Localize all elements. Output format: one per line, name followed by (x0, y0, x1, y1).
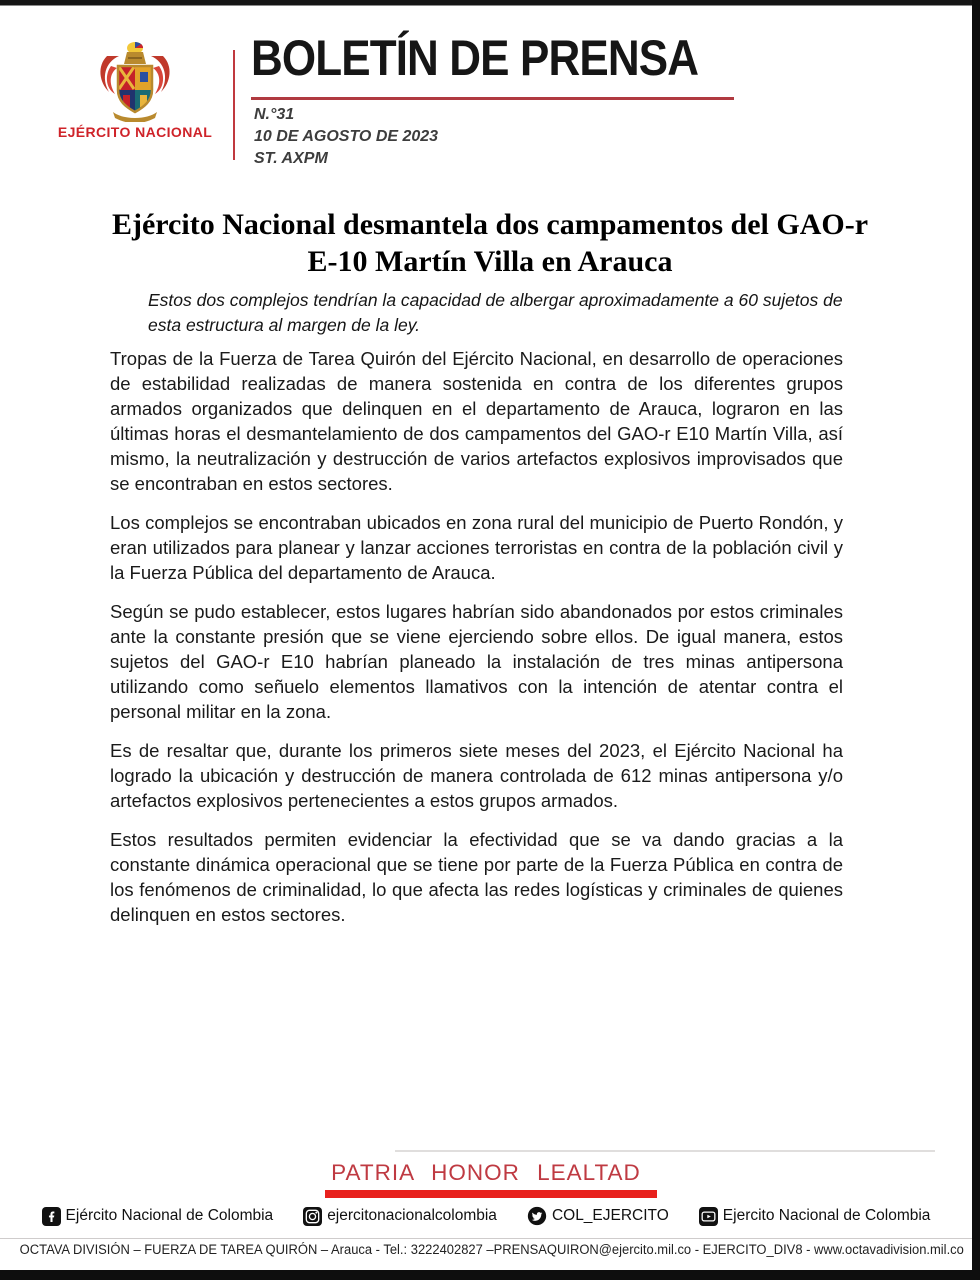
youtube-icon (699, 1207, 718, 1226)
footer-faint-rule (395, 1150, 935, 1152)
ejercito-crest-icon (89, 40, 181, 122)
masthead-underline (251, 97, 734, 100)
contact-line: OCTAVA DIVISIÓN – FUERZA DE TAREA QUIRÓN – Arauca - Tel.: 3222402827 –PRENSAQUIRON@ejercito.mil.co - EJERCITO_DIV8 - www.octavadivision.mil.co (19, 1242, 964, 1257)
article-body (110, 346, 843, 941)
social-item-facebook (42, 1207, 274, 1226)
social-label: Ejercito Nacional de Colombia (722, 1207, 931, 1224)
motto-red-bar (325, 1190, 657, 1198)
article-paragraph: Según se pudo establecer, estos lugares habrían sido abandonados por estos criminales ante la constante presión que se viene ejerciendo sobre ellos. De igual manera, estos sujetos del GAO-r E10 habrían planeado la instalación de tres minas antipersona utilizando como señuelo elementos llamativos con la intención de atentar contra el personal militar en la zona. (110, 601, 843, 722)
bulletin-date: 10 DE AGOSTO DE 2023 (254, 128, 439, 145)
social-label: COL_EJERCITO (551, 1207, 669, 1224)
article-paragraph: Es de resaltar que, durante los primeros siete meses del 2023, el Ejército Nacional ha logrado la ubicación y destrucción de manera controlada de 612 minas antipersona y/o artefactos explosivos pertenecientes a estos grupos armados. (110, 740, 843, 811)
social-item-twitter (527, 1206, 669, 1226)
motto-text: PATRIA HONOR LEALTAD (331, 1160, 641, 1185)
article-lead: Estos dos complejos tendrían la capacidad de albergar aproximadamente a 60 sujetos de esta estructura al margen de la ley. (148, 290, 843, 335)
facebook-icon (42, 1207, 61, 1226)
bulletin-reference: ST. AXPM (254, 150, 328, 167)
social-item-youtube (699, 1207, 931, 1226)
article-paragraph: Los complejos se encontraban ubicados en zona rural del municipio de Puerto Rondón, y eran utilizados para planear y lanzar acciones terroristas en contra de la población civil y la Fuerza Pública del departamento de Arauca. (110, 512, 843, 583)
footer-rule (0, 1238, 972, 1239)
social-label: ejercitonacionalcolombia (327, 1207, 497, 1224)
bulletin-meta (254, 104, 438, 170)
twitter-icon (527, 1206, 547, 1226)
bulletin-number: N.°31 (254, 106, 295, 123)
article-paragraph: Estos resultados permiten evidenciar la efectividad que se va dando gracias a la constante dinámica operacional que se tiene por parte de la Fuerza Pública en contra de los fenómenos de criminalidad, lo que afecta las redes logísticas y criminales de quienes delinquen en estos sectores. (110, 829, 843, 925)
scan-edge-bottom (0, 1270, 980, 1280)
scan-edge-top (0, 0, 980, 6)
instagram-icon (303, 1207, 322, 1226)
article-title: Ejército Nacional desmantela dos campamentos del GAO-r E-10 Martín Villa en Arauca (111, 208, 869, 279)
social-item-instagram (303, 1207, 497, 1226)
social-label: Ejército Nacional de Colombia (65, 1207, 274, 1224)
article-paragraph: Tropas de la Fuerza de Tarea Quirón del Ejército Nacional, en desarrollo de operaciones de estabilidad realizadas de manera sostenida en contra de los diferentes grupos armados organizados que delinquen en el departamento de Arauca, lograron en las últimas horas el desmantelamiento de dos campamentos del GAO-r E10 Martín Villa, así mismo, la neutralización y destrucción de varios artefactos explosivos improvisados que se encontraban en estos sectores. (110, 348, 843, 494)
army-logo-label: EJÉRCITO NACIONAL (57, 124, 213, 140)
social-links-row (0, 1206, 972, 1226)
scan-edge-right (972, 0, 980, 1280)
header-divider-line (233, 50, 235, 160)
army-logo (45, 40, 225, 140)
masthead-title: BOLETÍN DE PRENSA (251, 30, 699, 86)
